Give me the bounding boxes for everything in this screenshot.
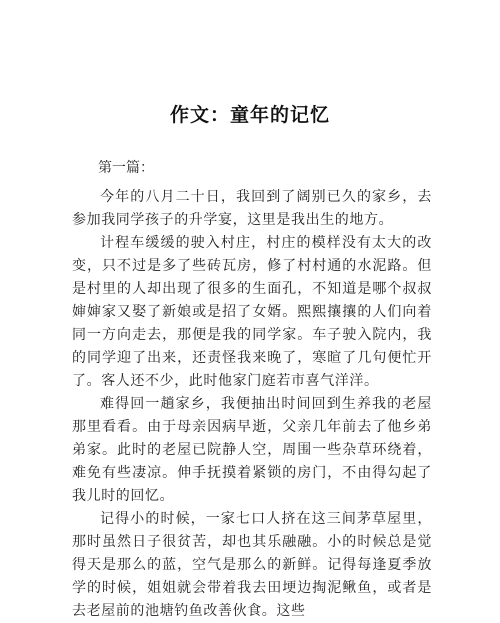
- paragraph-3: 难得回一趟家乡，我便抽出时间回到生养我的老屋那里看看。由于母亲因病早逝，父亲几年前去了他乡弟弟家。此时的老屋已院静人空，周围一些杂草环绕着，难免有些凄凉。伸手抚摸着紧锁的房门，不由得勾起了我儿时的回忆。: [72, 396, 432, 504]
- paragraph-4: 记得小的时候，一家七口人挤在这三间茅草屋里，那时虽然日子很贫苦，却也其乐融融。小的时候总是觉得天是那么的蓝，空气是那么的新鲜。记得每逢夏季放学的时候，姐姐就会带着我去田埂边掏泥鳅鱼，或者是去老屋前的池塘钓鱼改善伙食。这些: [72, 511, 432, 619]
- section-label: 第一篇：: [98, 160, 154, 176]
- paragraph-1: 今年的八月二十日，我回到了阔别已久的家乡，去参加我同学孩子的升学宴，这里是我出生的地方。: [72, 189, 432, 228]
- document-body: [72, 157, 432, 623]
- paragraph-2: 计程车缓缓的驶入村庄，村庄的模样没有太大的改变，只不过是多了些砖瓦房，修了村村通的水泥路。但是村里的人却出现了很多的生面孔，不知道是哪个叔叔婶婶家又娶了新娘或是招了女婿。熙熙攘攘的人们向着同一方向走去，那便是我的同学家。车子驶入院内，我的同学迎了出来，还责怪我来晚了，寒暄了几句便忙开了。客人还不少，此时他家门庭若市喜气洋洋。: [72, 235, 432, 389]
- document-title: 作文：童年的记忆: [169, 104, 330, 126]
